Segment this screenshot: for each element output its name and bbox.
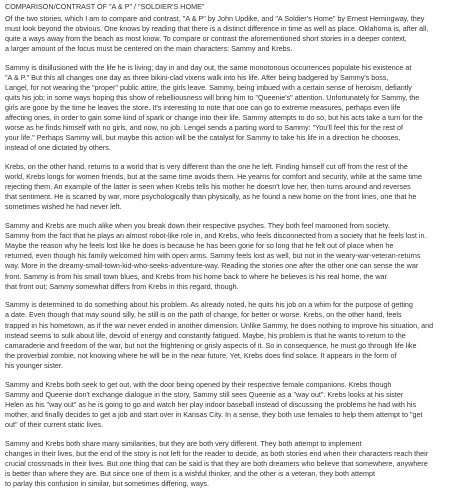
paragraph-line: his younger sister. [5, 360, 63, 370]
essay-paragraph [5, 63, 471, 154]
paragraph-line: must look beyond the obvious. One knows by reading that there is a distinct difference in time as well as place. Oklahoma is, after all, [5, 23, 429, 33]
paragraph-line: quits his job; in some ways hoping this show of rebelliousness will bring him to "Queenie's" attention. Unfortunately for Sammy, the [5, 92, 420, 102]
paragraph-line: affecting ones, in order to gain some kind of spark or change into their life. Sammy attempts to do so, but his acts take a turn for the [5, 113, 423, 123]
paragraph-line: worse as he finds himself with no girls, and now, no job. Lengel sends a parting word to Sammy: "You'll feel this for the rest of [5, 123, 403, 133]
paragraph-line: crucial crossroads in their lives. But one thing that can be said is that they are both dreamers who believe that somewhere, anywhere [5, 458, 428, 468]
essay-paragraph [5, 380, 471, 430]
paragraph-line: rejecting them. An example of the latter is seen when Krebs tells his mother he doesn't love her, then turns around and reverses [5, 182, 411, 192]
paragraph-line: is better than where they are. But since one of them is a wishful thinker, and the other is a veteran, they both attempt [5, 468, 375, 478]
paragraph-line: girls are gone by the time he leaves the store. It's interesting to note that one can go to extreme measures, perhaps even life [5, 102, 401, 112]
paragraph-line: Langel, for not wearing the "proper" public attire, the girls leave. Sammy, being imbued with a certain sense of heroism, defiantly [5, 82, 412, 92]
paragraph-line: world, Krebs longs for women friends, but at the same time avoids them. He yearns for comfort and security, while at the same time [5, 172, 422, 182]
paragraph-line: instead of one dictated by others. [5, 143, 111, 153]
paragraph-line: Sammy from the fact that he plays an almost robot-like role in, and Krebs, who feels disconnected from a society that he feels lost in. [5, 231, 427, 241]
paragraph-line: Sammy and Krebs both share many similarities, but they are both very different. They both attempt to implement [5, 438, 362, 448]
paragraph-line: Sammy is determined to do something about his problem. As already noted, he quits his job on a whim for the purpose of getting [5, 300, 413, 310]
paragraph-line: that front out; Sammy somewhat differs from Krebs in this regard, though. [5, 281, 239, 291]
paragraph-line: way. More in the dreamy-small-town-kid-who-seeks-adventure-way. Reading the stories one after the other one can sense the war [5, 261, 419, 271]
essay-page [5, 3, 471, 498]
paragraph-line: mother, and finally decides to get a job and start over in Kansas City. In a sense, they both use females to help them attempt to "get [5, 409, 423, 419]
paragraph-line: Sammy and Queenie don't exchange dialogue in the story, Sammy still sees Queenie as a "way out". Krebs looks at his sister [5, 389, 404, 399]
paragraph-line: Helen as his "way out" as he is going to go and watch her play indoor baseball instead of discussing the problems he had with his [5, 399, 417, 409]
paragraph-line: out" of their current static lives. [5, 419, 104, 429]
paragraph-line: Sammy is disillusioned with the life he is living; day in and day out, the same monotonous occurrences populate his existence at [5, 62, 412, 72]
essay-paragraph [5, 162, 471, 212]
paragraph-line: quite a ways away from the beach as most know. To compare or contrast the aforementioned short stories in a deeper context, [5, 33, 407, 43]
paragraph-line: "A & P." But this all changes one day as three bikini-clad vixens walk into his life. After being badgered by Sammy's boss, [5, 72, 389, 82]
paragraph-line: Maybe the reason why he feels lost like he does is because he has been gone for so long that he felt out of place when he [5, 241, 394, 251]
paragraph-line: Sammy and Krebs both seek to get out, with the door being opened by their respective female companions. Krebs though [5, 379, 392, 389]
essay-paragraph [5, 300, 471, 371]
essay-paragraph [5, 221, 471, 292]
essay-body [5, 14, 471, 490]
paragraph-line: to parlay this confusion in similar, but sometimes differing, ways. [5, 479, 210, 488]
paragraph-line: instead seems to sulk about life, devoid of energy and constantly fatigued. Maybe, his problem is that he wants to return to the [5, 330, 406, 340]
paragraph-line: sometimes wished he had never left. [5, 202, 122, 212]
paragraph-line: a larger amount of the focus must be centered on the main characters: Sammy and Krebs. [5, 43, 293, 53]
paragraph-line: a date. Even though that may sound silly, he still is on the path of change, for better or worse. Krebs, on the other hand, feels [5, 310, 402, 320]
paragraph-line: the proverbial zombie, not knowing where he will be in the near future. Yet, Krebs does find solace. It appears in the form of [5, 350, 397, 360]
paragraph-line: trapped in his hometown, as if the war never ended in another dimension. Unlike Sammy, he does nothing to improve his situation, and [5, 320, 434, 330]
paragraph-line: Sammy and Krebs are much alike when you break down their respective psyches. They both feel marooned from society. [5, 221, 390, 231]
paragraph-line: front. Sammy is from his small town blues, and Krebs from his home back to where he believes is his real home, the war [5, 271, 387, 281]
paragraph-line: returned, even though his family welcomed him with open arms. Sammy feels lost as well, but not in the weary-war-veteran-returns [5, 251, 421, 261]
essay-title: COMPARISON/CONTRAST OF "A & P" / "SOLDIER'S HOME" [5, 2, 205, 11]
paragraph-line: camaraderie and freedom of the war, but not the frightening or grisly aspects of it. So in consequence, he must go through life like [5, 340, 417, 350]
paragraph-line: changes in their lives, but the end of the story is not left for the reader to decide, as both stories end when their characters reach their [5, 448, 429, 458]
paragraph-line: Of the two stories, which I am to compare and contrast, "A & P" by John Updike, and "A Soldier's Home" by Ernest Hemingway, they [5, 13, 425, 23]
essay-paragraph [5, 14, 471, 54]
paragraph-line: your life." Perhaps Sammy will, but maybe this action will be the catalyst for Sammy to take his life in a direction he chooses, [5, 133, 401, 143]
paragraph-line: that sentiment. He is scarred by war, more psychologically than physically, as he found a new home on the front lines, one that he [5, 192, 417, 202]
essay-paragraph [5, 439, 471, 489]
paragraph-line: Krebs, on the other hand, returns to a world that is very different than the one he left. Finding himself cut off from the rest of the [5, 162, 408, 171]
